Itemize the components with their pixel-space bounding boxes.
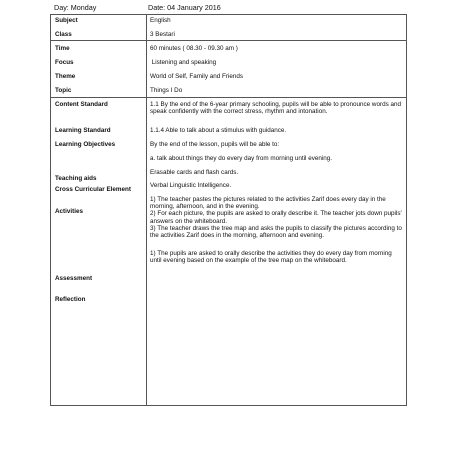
topic-value: Things I Do: [150, 87, 183, 94]
time-value: 60 minutes ( 08.30 - 09.30 am ): [150, 45, 238, 52]
column-divider: [146, 14, 147, 406]
theme-label: Theme: [55, 73, 76, 80]
activity-step-1: 1) The teacher pastes the pictures related to the activities Zarif does every day in the morning, afternoon, and in the evening.: [150, 196, 386, 211]
class-label: Class: [55, 31, 72, 38]
learning-objectives-label: Learning Objectives: [55, 141, 116, 148]
subject-label: Subject: [55, 17, 78, 24]
content-standard-value: 1.1 By the end of the 6-year primary schooling, pupils will be able to pronounce words and speak confidently with the correct stress, rhythm and intonation.: [150, 101, 401, 116]
row-separator: [50, 40, 407, 41]
row-separator: [50, 97, 407, 98]
topic-label: Topic: [55, 87, 72, 94]
focus-value: Listening and speaking: [150, 59, 217, 66]
theme-value: World of Self, Family and Friends: [150, 73, 243, 80]
learning-objectives-intro: By the end of the lesson, pupils will be able to:: [150, 141, 280, 148]
activities-value: [150, 196, 403, 239]
activities-label: Activities: [55, 208, 83, 215]
content-standard-label: Content Standard: [55, 101, 108, 108]
learning-objective-a: a. talk about things they do every day from morning until evening.: [150, 155, 333, 162]
day-label: Day: Monday: [54, 3, 97, 12]
assessment-value: 1) The pupils are asked to orally describe the activities they do every day from morning until evening based on the example of the tree map on the whiteboard.: [150, 250, 392, 265]
learning-standard-value: 1.1.4 Able to talk about a stimulus with guidance.: [150, 127, 287, 134]
assessment-label: Assessment: [55, 275, 93, 282]
subject-value: English: [150, 17, 171, 24]
activity-step-3: 3) The teacher draws the tree map and asks the pupils to classify the pictures according to the activities Zarif does in the morning, afternoon and evening.: [150, 224, 402, 240]
learning-standard-label: Learning Standard: [55, 127, 111, 134]
date-label: Date: 04 January 2016: [148, 3, 221, 12]
teaching-aids-value: Erasable cards and flash cards.: [150, 169, 239, 176]
class-value: 3 Bestari: [150, 31, 175, 38]
teaching-aids-label: Teaching aids: [55, 175, 97, 182]
time-label: Time: [55, 45, 70, 52]
cross-curricular-value: Verbal Linguistic Intelligence.: [150, 182, 232, 189]
activity-step-2: 2) For each picture, the pupils are asked to orally describe it. The teacher jots down pupils' answers on the whiteboard.: [150, 210, 402, 225]
reflection-label: Reflection: [55, 296, 86, 303]
cross-curricular-label: Cross Curricular Element: [55, 186, 131, 193]
focus-label: Focus: [55, 59, 74, 66]
